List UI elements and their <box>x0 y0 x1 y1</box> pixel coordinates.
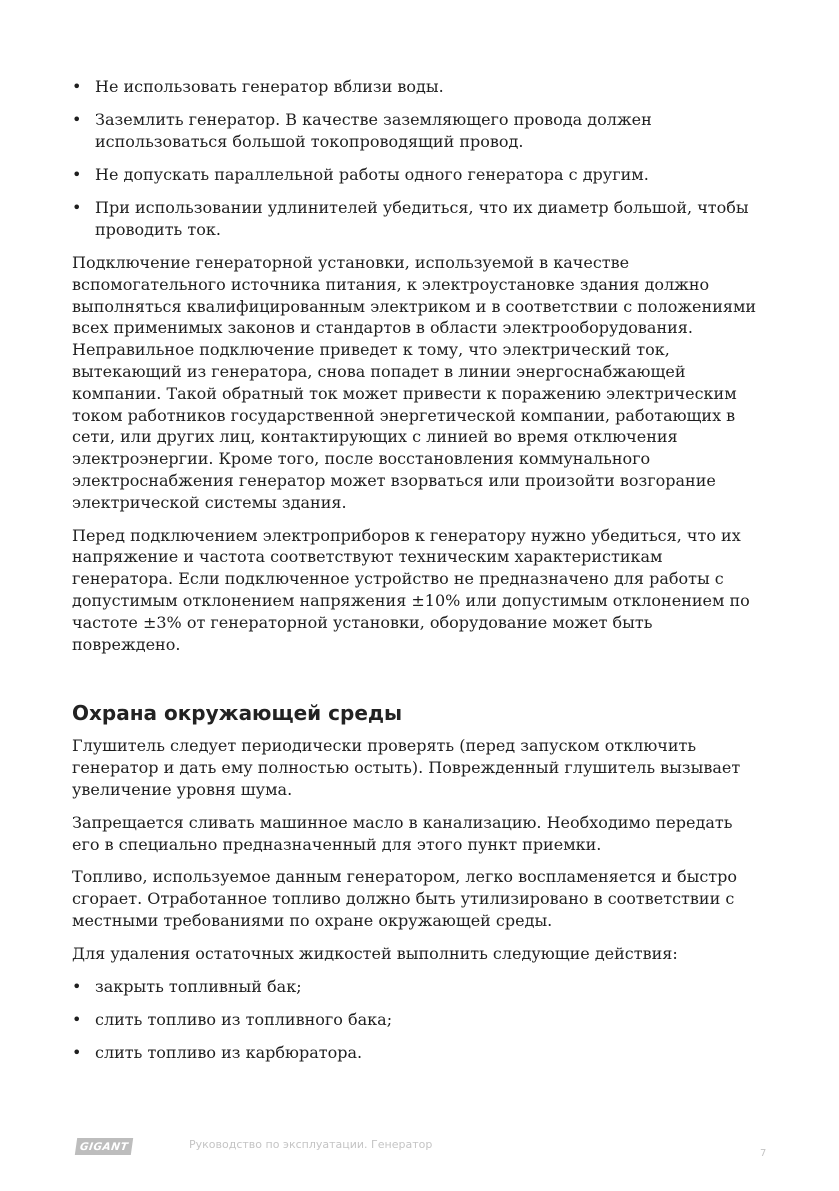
list-item-text: закрыть топливный бак; <box>95 976 302 996</box>
footer-title: Руководство по эксплуатации. Генератор <box>189 1138 433 1151</box>
section-title: Охрана окружающей среды <box>72 701 403 726</box>
list-item-text: слить топливо из топливного бака; <box>95 1009 393 1029</box>
list-item <box>72 1009 764 1031</box>
list-item-text: слить топливо из карбюратора. <box>95 1042 363 1062</box>
list-item <box>72 1042 764 1064</box>
drain-steps-list <box>72 976 764 1064</box>
safety-bullet-list <box>72 76 764 241</box>
list-item <box>72 976 764 998</box>
bullet-icon: • <box>72 976 82 996</box>
bullet-icon: • <box>72 1042 82 1062</box>
paragraph-residual-liquids: Для удаления остаточных жидкостей выполнить следующие действия: <box>72 943 678 963</box>
list-item-text: Не допускать параллельной работы одного генератора с другим. <box>95 165 649 184</box>
bullet-icon: • <box>72 77 82 96</box>
paragraph-oil: Запрещается сливать машинное масло в канализацию. Необходимо передать его в специально предназначенный для этого пункт приемки. <box>72 812 733 854</box>
paragraph-connection: Подключение генераторной установки, используемой в качестве вспомогательного источника питания, к электроустановке здания должно выполняться квалифицированным электриком и в соответствии с положениями всех применимых законов и стандартов в области электрооборудования. Неправильное подключение приведет к тому, что электрический ток, вытекающий из генератора, снова попадет в линии энергоснабжающей компании. Такой обратный ток может привести к поражению электрическим током работников государственной энергетической компании, работающих в сети, или других лиц, контактирующих с линией во время отключения электроэнергии. Кроме того, после восстановления коммунального электроснабжения генератор может взорваться или произойти возгорание электрической системы здания. <box>72 253 757 512</box>
list-item-text: При использовании удлинителей убедиться, что их диаметр большой, чтобы проводить ток. <box>95 198 749 239</box>
bullet-icon: • <box>72 1009 82 1029</box>
list-item <box>72 197 764 241</box>
list-item-text: Заземлить генератор. В качестве заземляющего провода должен использоваться большой токопроводящий провод. <box>95 110 652 151</box>
bullet-icon: • <box>72 110 82 129</box>
paragraph-voltage: Перед подключением электроприборов к генератору нужно убедиться, что их напряжение и частота соответствуют техническим характеристикам генератора. Если подключенное устройство не предназначено для работы с допустимым отклонением напряжения ±10% или допустимым отклонением по частоте ±3% от генераторной установки, оборудование может быть повреждено. <box>72 525 750 654</box>
list-item-text: Не использовать генератор вблизи воды. <box>95 77 444 96</box>
list-item <box>72 164 764 186</box>
bullet-icon: • <box>72 198 82 217</box>
paragraph-fuel: Топливо, используемое данным генератором, легко воспламеняется и быстро сгорает. Отработанное топливо должно быть утилизировано в соответствии с местными требованиями по охране окружающей среды. <box>72 867 738 930</box>
page-content <box>72 76 764 1075</box>
page-footer <box>76 1138 768 1162</box>
page-number: 7 <box>760 1148 767 1159</box>
list-item <box>72 109 764 153</box>
paragraph-muffler: Глушитель следует периодически проверять (перед запуском отключить генератор и дать ему полностью остыть). Поврежденный глушитель вызывает увеличение уровня шума. <box>72 736 741 799</box>
brand-logo: GIGANT <box>75 1138 134 1155</box>
bullet-icon: • <box>72 165 82 184</box>
list-item <box>72 76 764 98</box>
